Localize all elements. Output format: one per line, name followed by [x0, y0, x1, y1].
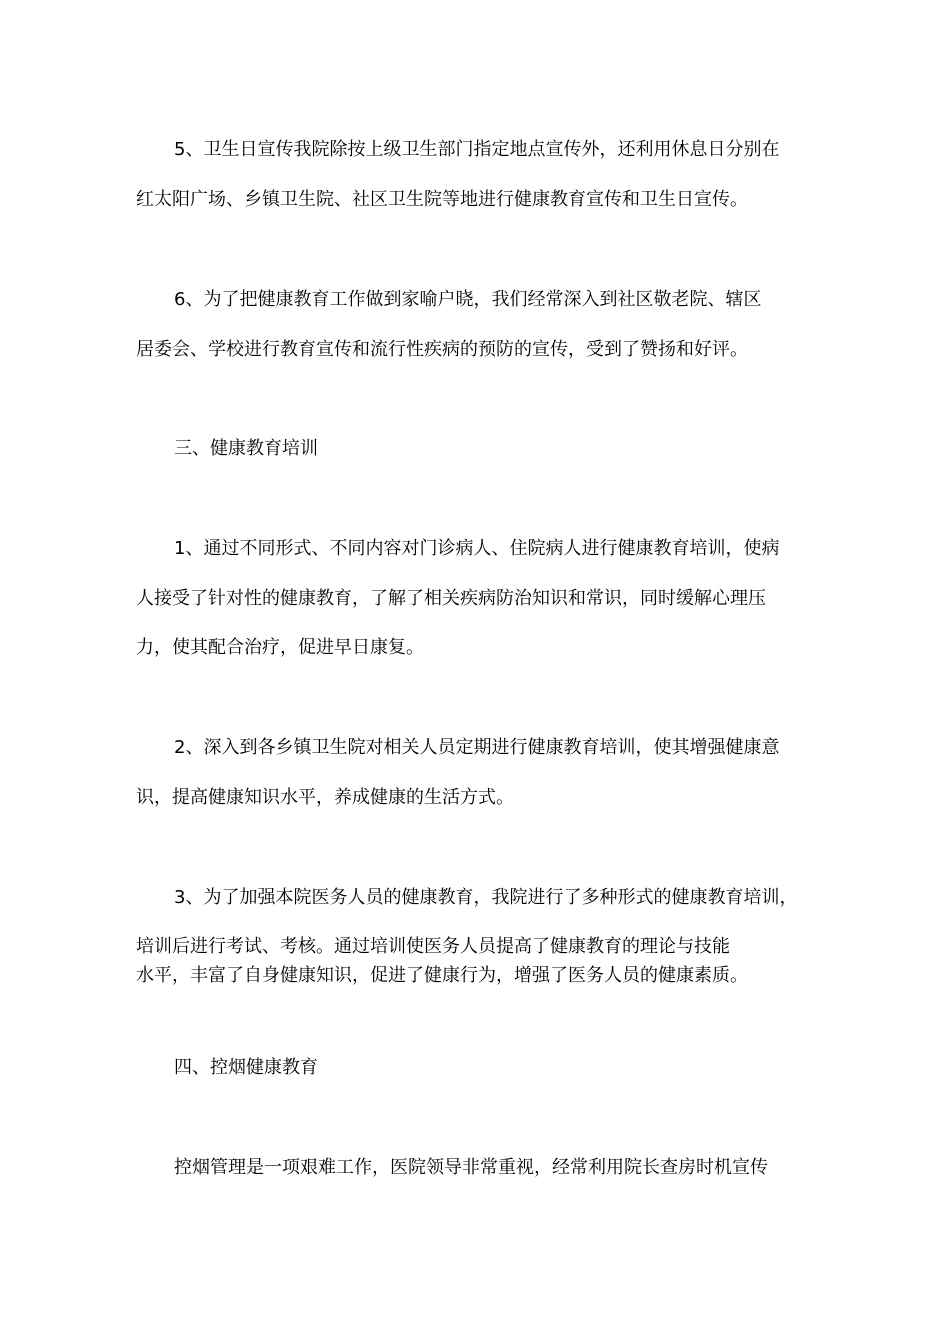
s3-item1-line3: 力，使其配合治疗，促进早日康复。 — [136, 637, 424, 658]
section4-heading: 四、控烟健康教育 — [174, 1057, 318, 1078]
s3-item2-line1: 2、深入到各乡镇卫生院对相关人员定期进行健康教育培训，使其增强健康意 — [174, 737, 780, 758]
item5-line1: 5、卫生日宣传我院除按上级卫生部门指定地点宣传外，还利用休息日分别在 — [174, 139, 780, 160]
s3-item3-line1: 3、为了加强本院医务人员的健康教育，我院进行了多种形式的健康教育培训， — [174, 887, 798, 908]
s3-item1-line1: 1、通过不同形式、不同内容对门诊病人、住院病人进行健康教育培训，使病 — [174, 538, 780, 559]
item6-line1: 6、为了把健康教育工作做到家喻户晓，我们经常深入到社区敬老院、辖区 — [174, 289, 762, 310]
s3-item1-line2: 人接受了针对性的健康教育，了解了相关疾病防治知识和常识，同时缓解心理压 — [136, 588, 766, 609]
section3-heading: 三、健康教育培训 — [174, 438, 318, 459]
s3-item2-line2: 识，提高健康知识水平，养成健康的生活方式。 — [136, 787, 514, 808]
item5-line2: 红太阳广场、乡镇卫生院、社区卫生院等地进行健康教育宣传和卫生日宣传。 — [136, 189, 748, 210]
s3-item3-line2: 培训后进行考试、考核。通过培训使医务人员提高了健康教育的理论与技能 — [136, 936, 730, 957]
s4-para-line1: 控烟管理是一项艰难工作，医院领导非常重视，经常利用院长查房时机宣传 — [174, 1157, 768, 1178]
item6-line2: 居委会、学校进行教育宣传和流行性疾病的预防的宣传，受到了赞扬和好评。 — [136, 339, 748, 360]
s3-item3-line3: 水平，丰富了自身健康知识，促进了健康行为，增强了医务人员的健康素质。 — [136, 965, 748, 986]
